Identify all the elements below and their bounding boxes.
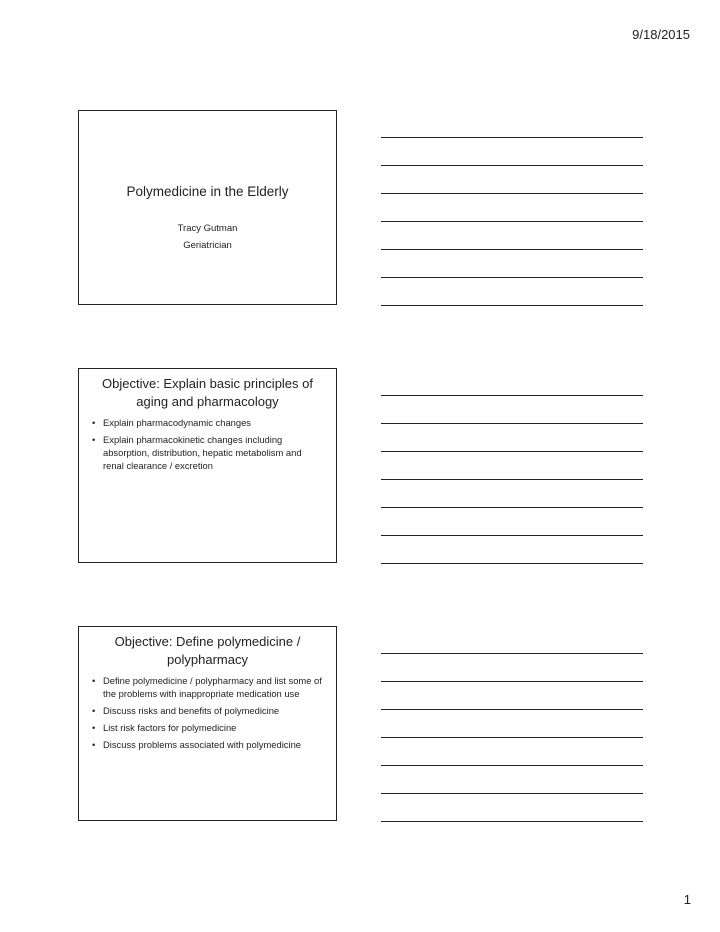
note-line xyxy=(381,137,643,165)
bullet-item: • Discuss problems associated with polymedicine xyxy=(91,738,324,751)
page-number: 1 xyxy=(683,892,691,907)
note-line xyxy=(381,681,643,709)
bullet-list xyxy=(91,674,324,751)
bullet-item: • Discuss risks and benefits of polymedicine xyxy=(91,704,324,717)
note-line xyxy=(381,563,643,591)
notes-lines-2 xyxy=(381,395,643,591)
slide-thumbnail-2 xyxy=(78,368,337,563)
note-line xyxy=(381,277,643,305)
note-line xyxy=(381,451,643,479)
note-line xyxy=(381,821,643,849)
note-line xyxy=(381,507,643,535)
note-line xyxy=(381,793,643,821)
bullet-item: • List risk factors for polymedicine xyxy=(91,721,324,734)
note-line xyxy=(381,765,643,793)
note-line xyxy=(381,479,643,507)
bullet-item: • Define polymedicine / polypharmacy and list some of the problems with inappropriate medication use xyxy=(91,674,324,700)
note-line xyxy=(381,709,643,737)
note-line xyxy=(381,423,643,451)
note-line xyxy=(381,535,643,563)
note-line xyxy=(381,193,643,221)
slide-thumbnail-1 xyxy=(78,110,337,305)
note-line xyxy=(381,395,643,423)
bullet-item: • Explain pharmacodynamic changes xyxy=(91,416,324,429)
slide-heading: Objective: Explain basic principles of aging and pharmacology xyxy=(102,376,313,409)
slide-heading: Objective: Define polymedicine / polypharmacy xyxy=(114,634,301,667)
slide-title: Polymedicine in the Elderly xyxy=(126,184,289,199)
note-line xyxy=(381,165,643,193)
slide-thumbnail-3 xyxy=(78,626,337,821)
bullet-list xyxy=(91,416,324,472)
note-line xyxy=(381,249,643,277)
notes-lines-1 xyxy=(381,137,643,333)
note-line xyxy=(381,221,643,249)
bullet-item: • Explain pharmacokinetic changes including absorption, distribution, hepatic metabolism and renal clearance / excretion xyxy=(91,433,324,472)
notes-lines-3 xyxy=(381,653,643,849)
note-line xyxy=(381,653,643,681)
note-line xyxy=(381,737,643,765)
presenter-role: Geriatrician xyxy=(183,240,232,251)
note-line xyxy=(381,305,643,333)
handout-date: 9/18/2015 xyxy=(632,27,690,42)
presenter-name: Tracy Gutman xyxy=(177,223,238,234)
